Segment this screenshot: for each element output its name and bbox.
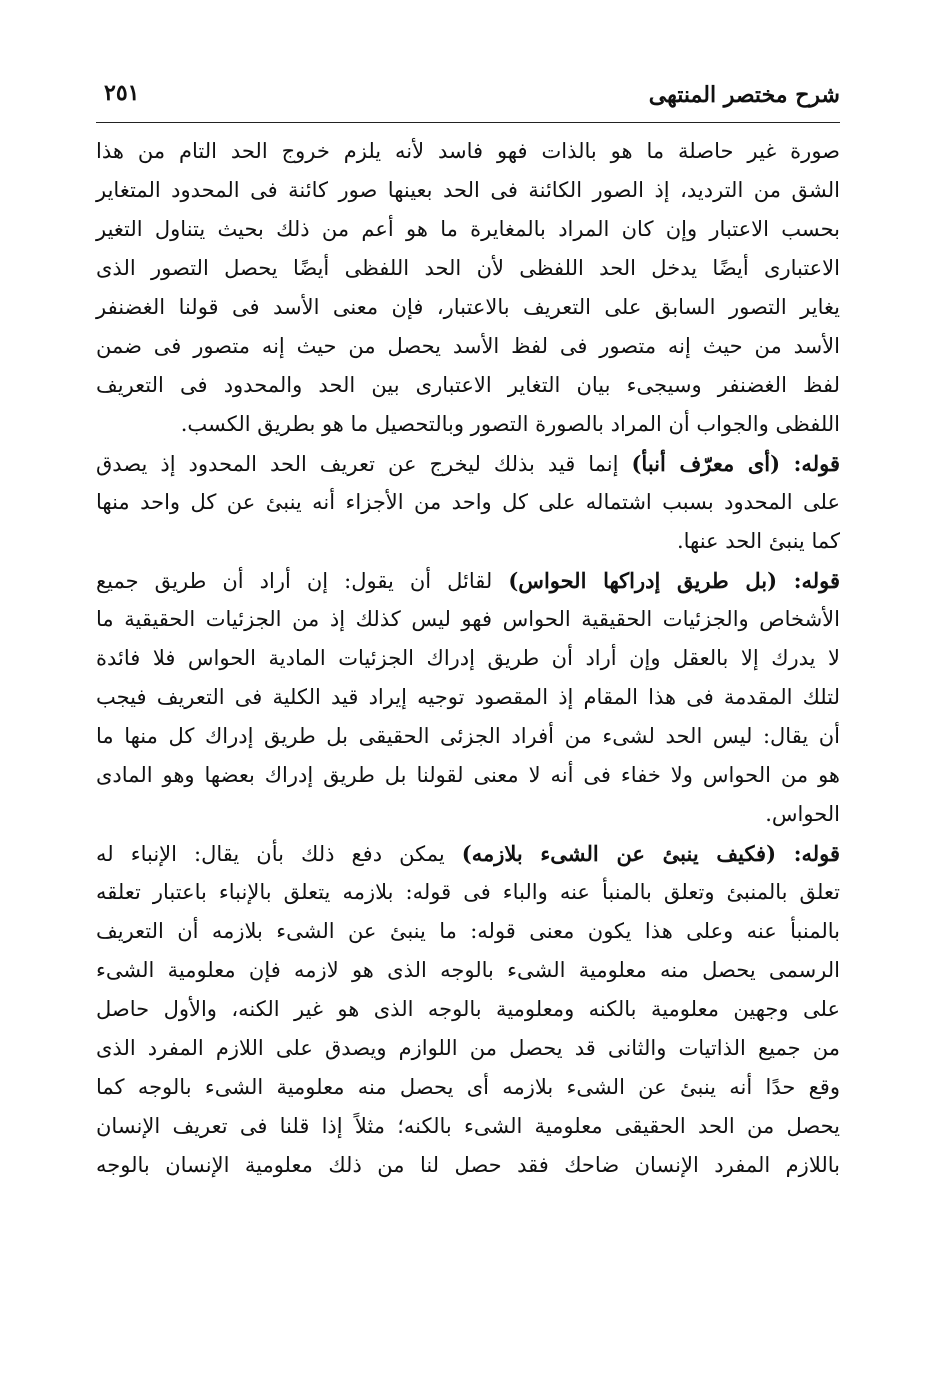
paragraph-1 (96, 132, 840, 444)
text-line-with-lemma (96, 444, 840, 483)
text-line: على المحدود بسبب اشتماله على كل واحد من الأجزاء أنه ينبئ عن كل واحد منها (96, 490, 840, 514)
text-line: على وجهين معلومية بالكنه ومعلومية بالوجه الذى هو غير الكنه، والأول حاصل (96, 997, 840, 1021)
text-segment: لقائل أن يقول: إن أراد أن طريق جميع (96, 569, 493, 593)
text-line: لا يدرك إلا بالعقل وإن أراد أن طريق إدراك الجزئيات المادية الحواس فلا فائدة (96, 646, 840, 670)
text-line-with-lemma (96, 834, 840, 873)
text-line: الرسمى يحصل منه معلومية الشىء بالوجه الذى هو لازمه فإن معلومية الشىء (96, 958, 840, 982)
text-line: يحصل من الحد الحقيقى معلومية الشىء بالكنه؛ مثلاً إذا قلنا فى تعريف الإنسان (96, 1114, 840, 1138)
paragraph-3 (96, 561, 840, 834)
paragraph-4 (96, 834, 840, 1185)
text-line: من جميع الذاتيات والثانى قد يحصل من اللوازم ويصدق على اللازم المفرد الذى (96, 1036, 840, 1060)
text-line: هو من الحواس ولا خفاء فى أنه لا معنى لقولنا بل طريق إدراك بعضها وهو المادى (96, 763, 840, 787)
text-segment: إنما قيد بذلك ليخرج عن تعريف الحد المحدود إذ يصدق (96, 452, 619, 476)
text-line: لفظ الغضنفر وسيجىء بيان التغاير الاعتبارى بين الحد والمحدود فى التعريف (96, 373, 840, 397)
text-line: الأسد من حيث إنه متصور فى لفظ الأسد يحصل من حيث إنه متصور فى ضمن (96, 334, 840, 358)
running-title: شرح مختصر المنتهى (648, 82, 840, 108)
text-line: وقع حدًا أنه ينبئ عن الشىء بلازمه أى يحصل منه معلومية الشىء بالوجه كما (96, 1075, 840, 1099)
text-line: بالمنبأ عنه وعلى هذا يكون معنى قوله: ما ينبئ عن الشىء بلازمه أن التعريف (96, 919, 840, 943)
lemma-heading: قوله: (بل طريق إدراكها الحواس) (508, 568, 840, 593)
text-line: اللفظى والجواب أن المراد بالصورة التصور وبالتحصيل ما هو بطريق الكسب. (180, 412, 840, 436)
text-line: الأشخاص والجزئيات الحقيقية الحواس فهو ليس كذلك إذ من الجزئيات الحقيقية ما (96, 607, 840, 631)
text-line: الحواس. (765, 802, 840, 826)
text-line-with-lemma (96, 561, 840, 600)
paragraph-2 (96, 444, 840, 561)
page-header (96, 78, 840, 118)
page-number: ٢٥١ (104, 80, 140, 106)
text-line: تعلق بالمنبئ وتعلق بالمنبأ عنه والباء فى قوله: بلازمه يتعلق بالإنباء باعتبار تعلقه (96, 880, 840, 904)
text-line: بحسب الاعتبار وإن كان المراد بالمغايرة ما هو أعم من ذلك بحيث يتناول التغير (96, 217, 840, 241)
lemma-heading: قوله: (فكيف ينبئ عن الشىء بلازمه) (461, 841, 840, 866)
text-segment: يمكن دفع ذلك بأن يقال: الإنباء له (96, 842, 445, 866)
text-line: كما ينبئ الحد عنها. (676, 529, 840, 553)
header-divider (96, 122, 840, 123)
text-line: يغاير التصور السابق على التعريف بالاعتبار، فإن معنى الأسد فى قولنا الغضنفر (96, 295, 840, 319)
text-line: الاعتبارى أيضًا يدخل الحد اللفظى لأن الحد اللفظى أيضًا يحصل التصور الذى (96, 256, 840, 280)
body-text (96, 132, 840, 1185)
text-line: أن يقال: ليس الحد لشىء من أفراد الجزئى الحقيقى بل طريق إدراك كل منها ما (96, 724, 840, 748)
text-line: باللازم المفرد الإنسان ضاحك فقد حصل لنا من ذلك معلومية الإنسان بالوجه (96, 1153, 840, 1177)
text-line: لتلك المقدمة فى هذا المقام إذ المقصود توجيه إيراد قيد الكلية فى التعريف فيجب (96, 685, 840, 709)
lemma-heading: قوله: (أى معرّف أنبأ) (631, 451, 840, 476)
text-line: صورة غير حاصلة ما هو بالذات فهو فاسد لأنه يلزم خروج الحد التام من هذا (96, 139, 840, 163)
text-line: الشق من الترديد، إذ الصور الكائنة فى الحد بعينها صور كائنة فى المحدود المتغاير (96, 178, 840, 202)
